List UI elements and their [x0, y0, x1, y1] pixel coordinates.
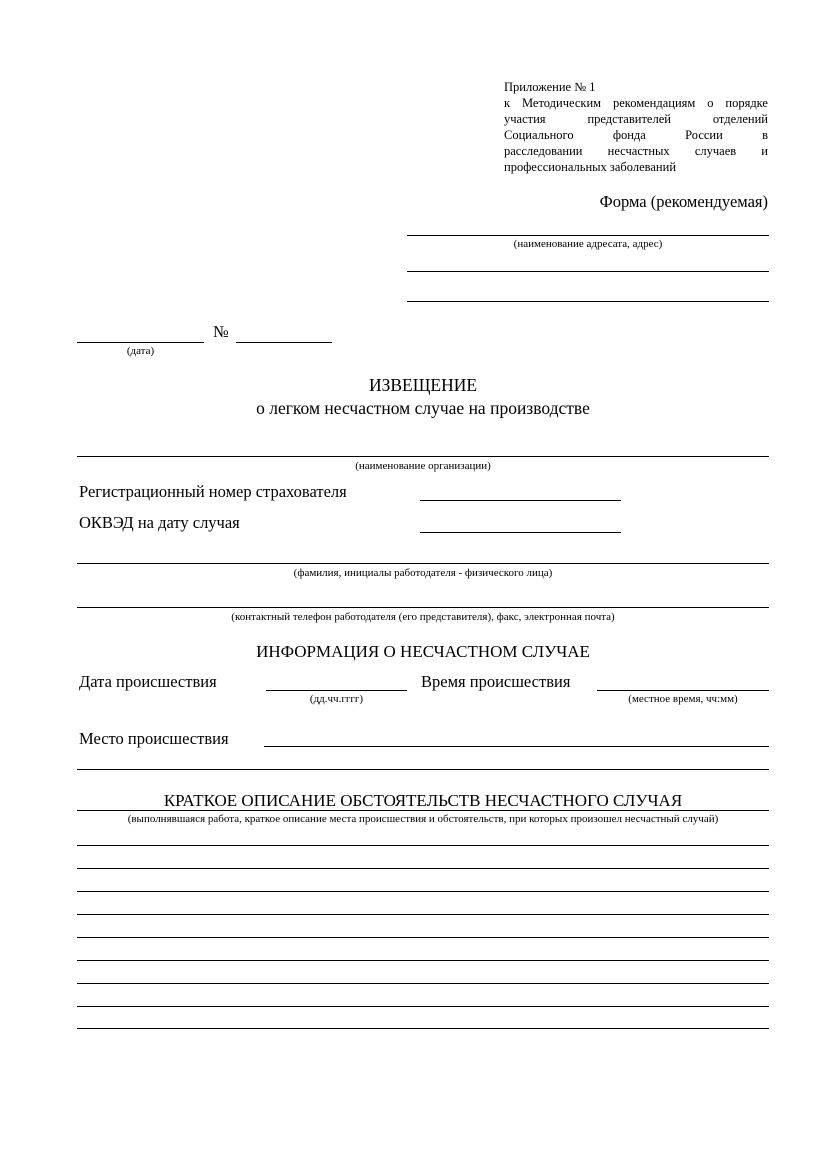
number-sign: №	[213, 322, 229, 341]
employer-line[interactable]	[77, 563, 769, 564]
incident-place-field[interactable]	[264, 746, 769, 747]
description-line[interactable]	[77, 1028, 769, 1029]
appendix-line-2: к Методическим рекомендациям о порядке	[504, 96, 768, 110]
incident-place-field-2[interactable]	[77, 769, 769, 770]
description-line[interactable]	[77, 868, 769, 869]
form-type-label: Форма (рекомендуемая)	[599, 192, 768, 211]
organization-caption: (наименование организации)	[355, 460, 491, 472]
incident-time-field[interactable]	[597, 690, 769, 691]
number-line[interactable]	[236, 342, 332, 343]
addressee-line-2[interactable]	[407, 271, 769, 272]
incident-time-caption: (местное время, чч:мм)	[628, 693, 738, 705]
employer-caption: (фамилия, инициалы работодателя - физического лица)	[293, 567, 553, 579]
contacts-caption: (контактный телефон работодателя (его представителя), факс, электронная почта)	[231, 611, 615, 623]
description-line[interactable]	[77, 937, 769, 938]
description-caption: (выполнявшаяся работа, краткое описание места происшествия и обстоятельств, при которых произошел несчастный случай)	[127, 813, 719, 825]
appendix-line-6: профессиональных заболеваний	[504, 160, 677, 174]
addressee-line-3[interactable]	[407, 301, 769, 302]
description-line[interactable]	[77, 891, 769, 892]
appendix-line-1: Приложение № 1	[504, 80, 596, 94]
reg-number-field[interactable]	[420, 500, 621, 501]
addressee-caption: (наименование адресата, адрес)	[513, 238, 663, 250]
appendix-note	[504, 79, 768, 175]
info-heading: ИНФОРМАЦИЯ О НЕСЧАСТНОМ СЛУЧАЕ	[256, 642, 590, 661]
document-title: ИЗВЕЩЕНИЕ	[368, 375, 478, 395]
description-line[interactable]	[77, 914, 769, 915]
organization-line[interactable]	[77, 456, 769, 457]
description-line[interactable]	[77, 960, 769, 961]
date-caption: (дата)	[126, 345, 155, 357]
incident-time-label: Время происшествия	[421, 672, 571, 691]
description-line[interactable]	[77, 1006, 769, 1007]
okved-field[interactable]	[420, 532, 621, 533]
date-line[interactable]	[77, 342, 204, 343]
okved-label: ОКВЭД на дату случая	[79, 513, 240, 532]
description-heading: КРАТКОЕ ОПИСАНИЕ ОБСТОЯТЕЛЬСТВ НЕСЧАСТНОГО СЛУЧАЯ	[163, 791, 683, 810]
appendix-line-5: расследовании несчастных случаев и	[504, 144, 768, 158]
reg-number-label: Регистрационный номер страхователя	[79, 482, 347, 501]
description-line[interactable]	[77, 845, 769, 846]
incident-date-field[interactable]	[266, 690, 407, 691]
incident-place-label: Место происшествия	[79, 729, 229, 748]
contacts-line[interactable]	[77, 607, 769, 608]
addressee-line-1[interactable]	[407, 235, 769, 236]
description-heading-rule	[77, 810, 769, 811]
description-line[interactable]	[77, 983, 769, 984]
appendix-line-3: участия представителей отделений	[504, 112, 768, 126]
incident-date-caption: (дд.чч.гггг)	[309, 693, 364, 705]
appendix-line-4: Социального фонда России в	[504, 128, 768, 142]
document-subtitle: о легком несчастном случае на производстве	[256, 398, 590, 418]
incident-date-label: Дата происшествия	[79, 672, 217, 691]
